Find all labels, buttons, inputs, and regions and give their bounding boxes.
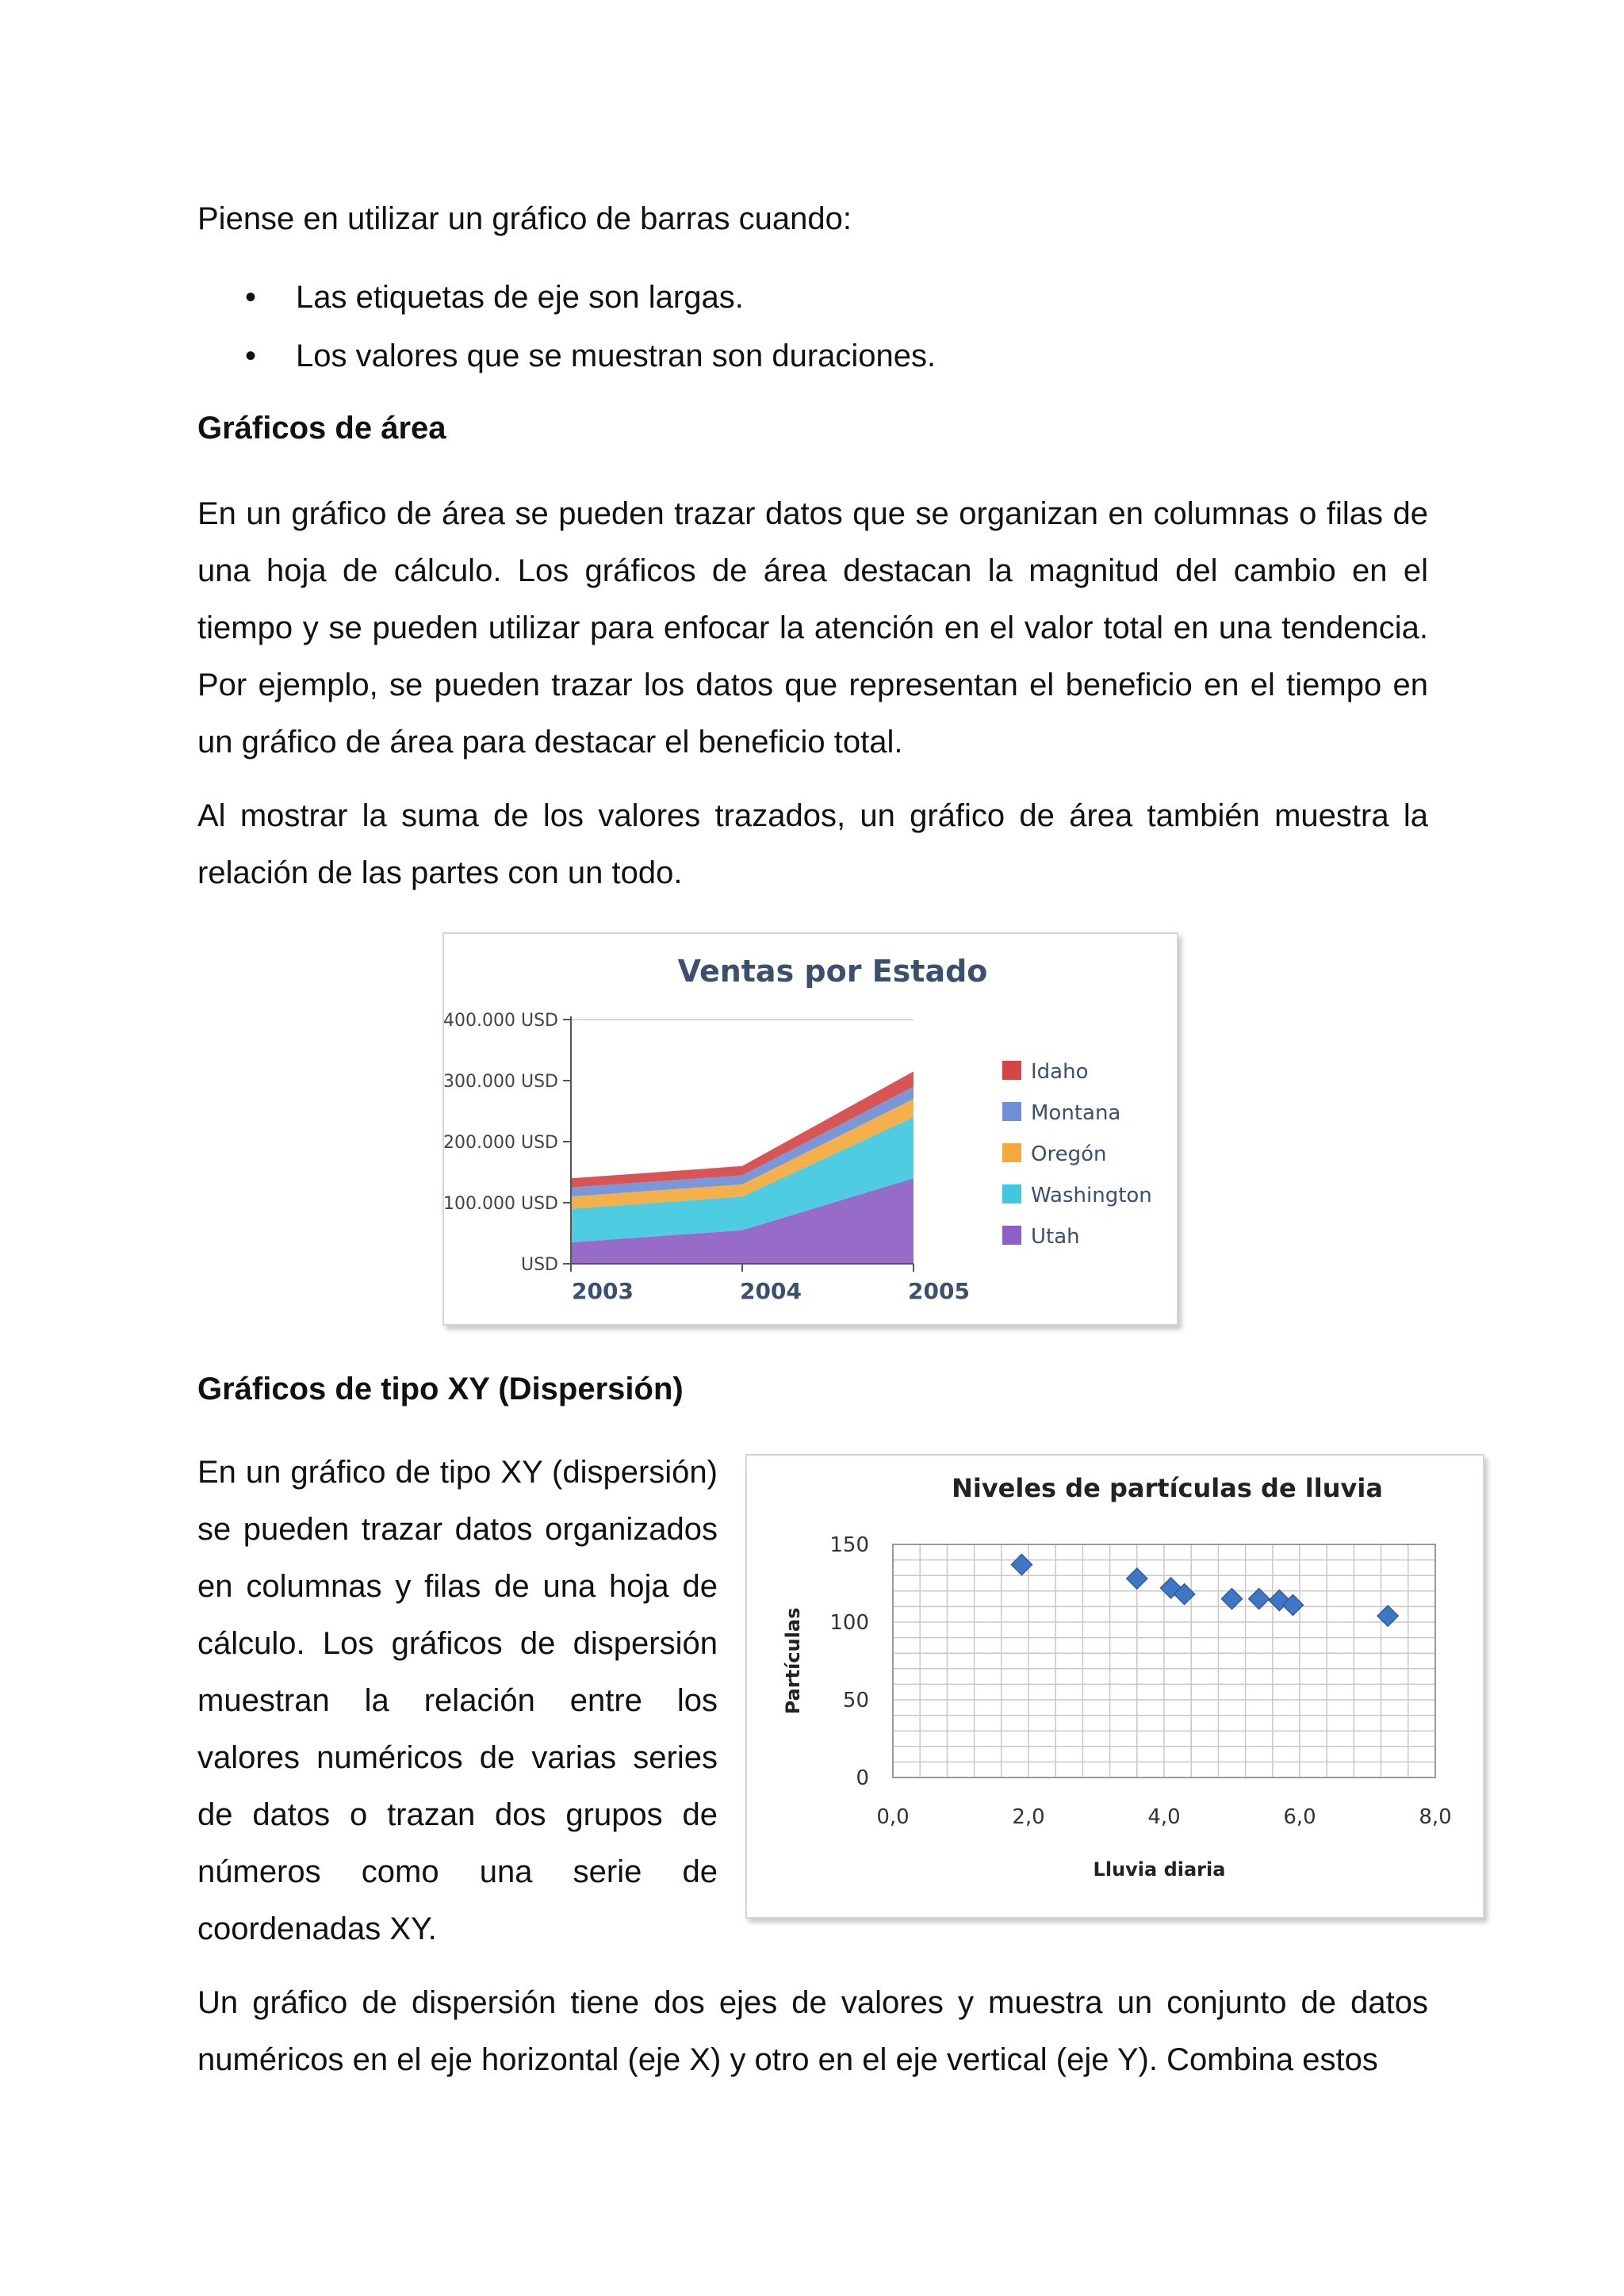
legend-swatch bbox=[1002, 1143, 1021, 1162]
legend-label: Idaho bbox=[1031, 1060, 1089, 1084]
x-axis-label: Lluvia diaria bbox=[1093, 1858, 1226, 1881]
area-chart bbox=[444, 934, 1177, 1324]
y-tick-label: 200.000 USD bbox=[444, 1133, 558, 1153]
chart-title: Ventas por Estado bbox=[677, 954, 988, 989]
bullet-item: • Los valores que se muestran son duraciones. bbox=[197, 327, 936, 385]
xy-paragraph-2: Un gráfico de dispersión tiene dos ejes de valores y muestra un conjunto de datos numéricos en el eje horizontal (eje X) y otro en el eje vertical (eje Y). Combina estos bbox=[197, 1985, 1428, 2077]
y-tick-label: 400.000 USD bbox=[444, 1011, 558, 1031]
y-axis-label: Partículas bbox=[782, 1607, 804, 1715]
legend-swatch bbox=[1002, 1184, 1021, 1203]
y-tick-label: USD bbox=[520, 1255, 558, 1275]
y-tick-label: 300.000 USD bbox=[444, 1072, 558, 1092]
xy-heading: Gráficos de tipo XY (Dispersión) bbox=[197, 1372, 684, 1406]
y-tick-label: 50 bbox=[842, 1689, 869, 1712]
area-chart-frame bbox=[442, 932, 1178, 1326]
area-paragraph-1: En un gráfico de área se pueden trazar datos que se organizan en columnas o filas de una hoja de cálculo. Los gráficos de área destacan la magnitud del cambio en el tiempo y se pueden utilizar para enfocar la atención en el valor total en una tendencia. Por ejemplo, se pueden trazar los datos que representan el beneficio en el tiempo en un gráfico de área para destacar el beneficio total. bbox=[197, 496, 1428, 760]
legend-label: Montana bbox=[1031, 1101, 1121, 1125]
scatter-chart bbox=[747, 1456, 1483, 1917]
chart-title: Niveles de partículas de lluvia bbox=[952, 1473, 1383, 1503]
bullet-item: • Las etiquetas de eje son largas. bbox=[197, 268, 936, 327]
area-heading: Gráficos de área bbox=[197, 411, 446, 446]
y-tick-label: 100 bbox=[829, 1611, 869, 1635]
intro-text: Piense en utilizar un gráfico de barras cuando: bbox=[197, 201, 852, 236]
y-tick-label: 100.000 USD bbox=[444, 1194, 558, 1214]
legend-label: Oregón bbox=[1031, 1142, 1107, 1166]
x-tick-label: 4,0 bbox=[1147, 1805, 1181, 1829]
legend-swatch bbox=[1002, 1061, 1021, 1080]
x-tick-label: 2,0 bbox=[1012, 1805, 1045, 1829]
x-tick-label: 2005 bbox=[908, 1278, 970, 1304]
scatter-chart-frame bbox=[745, 1454, 1484, 1919]
legend-swatch bbox=[1002, 1226, 1021, 1245]
y-tick-label: 0 bbox=[856, 1766, 869, 1790]
xy-paragraph-1: En un gráfico de tipo XY (dispersión) se pueden trazar datos organizados en columnas y filas de una hoja de cálculo. Los gráficos de dispersión muestran la relación entre los valores numéricos de varias series de datos o trazan dos grupos de números como una serie de coordenadas XY. bbox=[197, 1455, 718, 1946]
legend-label: Washington bbox=[1031, 1184, 1152, 1207]
x-tick-label: 8,0 bbox=[1419, 1805, 1452, 1829]
x-tick-label: 2004 bbox=[740, 1278, 802, 1304]
area-paragraph-2: Al mostrar la suma de los valores trazados, un gráfico de área también muestra la relación de las partes con un todo. bbox=[197, 798, 1428, 890]
x-tick-label: 6,0 bbox=[1283, 1805, 1316, 1829]
bullet-list bbox=[197, 268, 936, 385]
x-tick-label: 0,0 bbox=[876, 1805, 910, 1829]
legend-label: Utah bbox=[1031, 1225, 1080, 1249]
y-tick-label: 150 bbox=[829, 1533, 869, 1557]
legend-swatch bbox=[1002, 1102, 1021, 1121]
x-tick-label: 2003 bbox=[572, 1278, 634, 1304]
data-point bbox=[1127, 1568, 1147, 1589]
